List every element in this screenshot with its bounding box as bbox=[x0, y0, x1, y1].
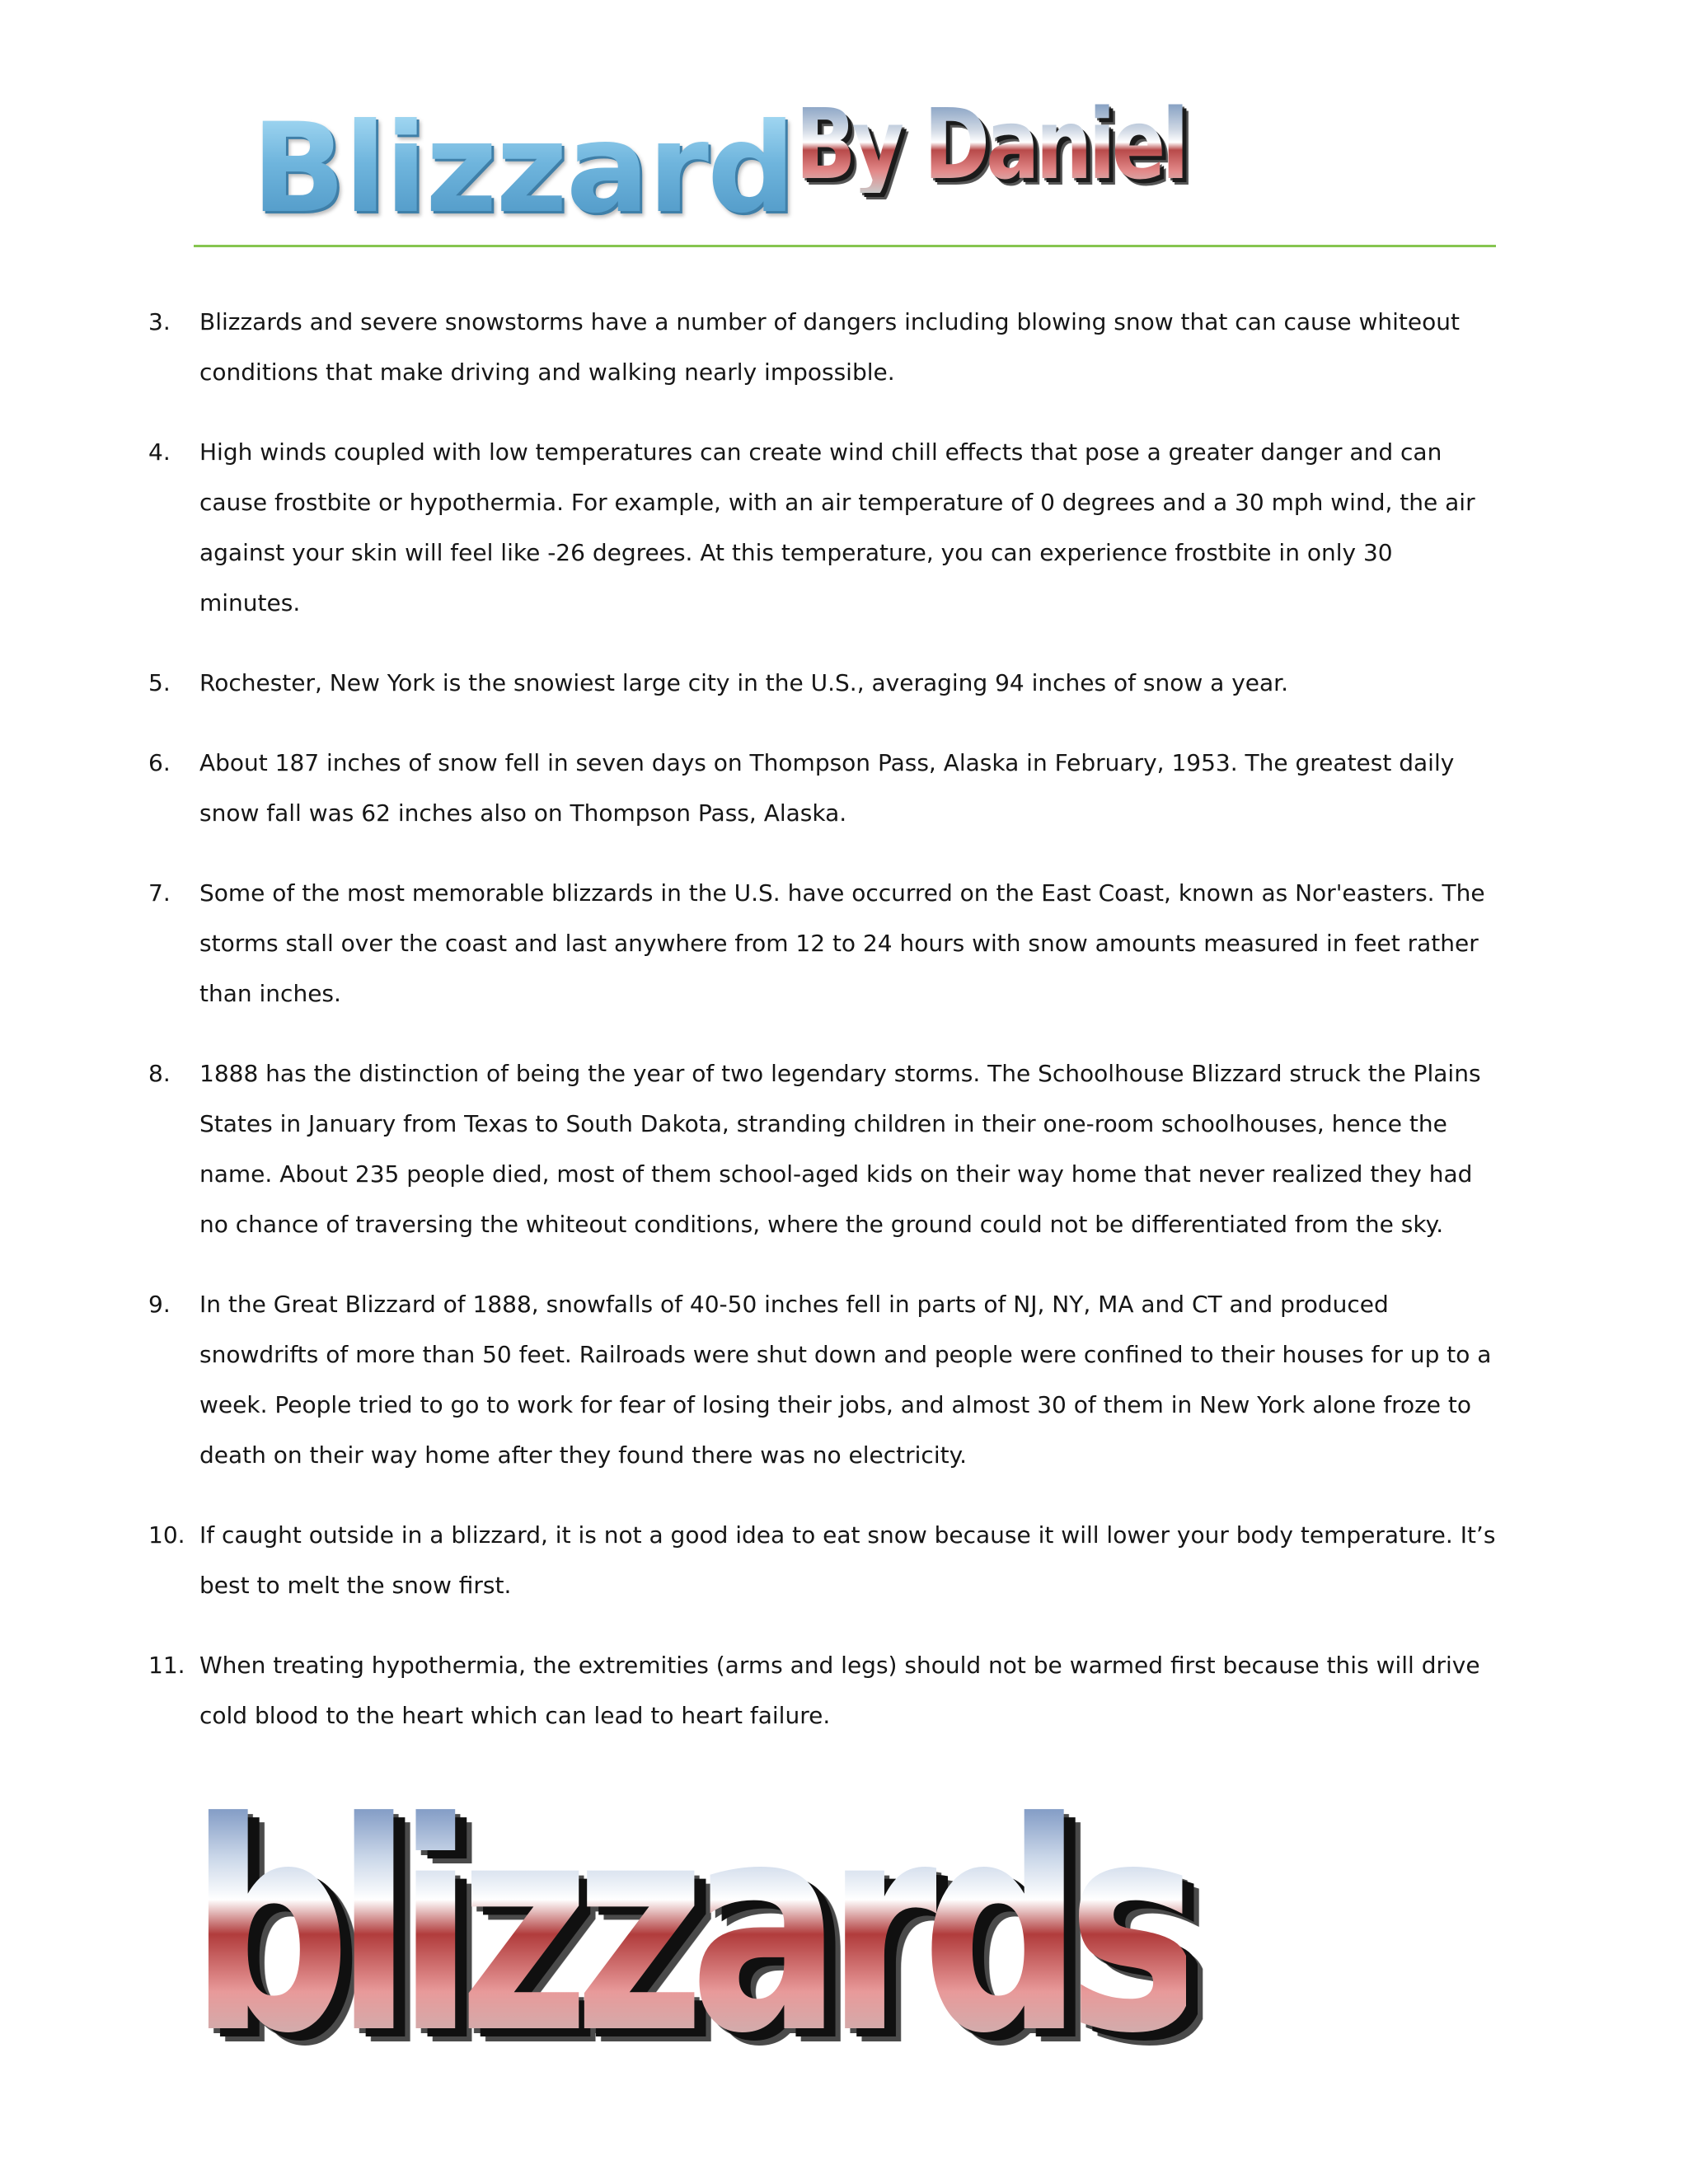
header bbox=[194, 87, 1496, 247]
list-item bbox=[148, 738, 1500, 838]
facts-list bbox=[148, 297, 1500, 1770]
list-item-number: 5. bbox=[148, 669, 171, 696]
list-item bbox=[148, 658, 1500, 708]
author-byline: By Daniel bbox=[795, 87, 1185, 201]
list-item bbox=[148, 1048, 1500, 1249]
list-item-text: About 187 inches of snow fell in seven days on Thompson Pass, Alaska in February, 1953. The greatest daily snow fall was 62 inches also on Thompson Pass, Alaska. bbox=[199, 749, 1455, 827]
list-item-text: Some of the most memorable blizzards in the U.S. have occurred on the East Coast, known as Nor'easters. The storms stall over the coast and last anywhere from 12 to 24 hours with snow amounts measured in feet rather than inches. bbox=[199, 879, 1485, 1007]
list-item bbox=[148, 297, 1500, 397]
list-item-text: Blizzards and severe snowstorms have a number of dangers including blowing snow that can cause whiteout conditions that make driving and walking nearly impossible. bbox=[199, 308, 1460, 386]
blizzards-wordart: blizzards bbox=[190, 1760, 1186, 2097]
list-item bbox=[148, 1279, 1500, 1480]
list-item-number: 7. bbox=[148, 879, 171, 907]
list-item-number: 3. bbox=[148, 308, 171, 335]
list-item-text: 1888 has the distinction of being the year of two legendary storms. The Schoolhouse Blizzard struck the Plains States in January from Texas to South Dakota, stranding children in their one-room schoolhouses, hence the name. About 235 people died, most of them school-aged kids on their way home that never realized they had no chance of traversing the whiteout conditions, where the ground could not be differentiated from the sky. bbox=[199, 1060, 1481, 1238]
list-item bbox=[148, 868, 1500, 1019]
page-title: Blizzard bbox=[251, 97, 795, 241]
list-item-text: In the Great Blizzard of 1888, snowfalls of 40-50 inches fell in parts of NJ, NY, MA and CT and produced snowdrifts of more than 50 feet. Railroads were shut down and people were confined to their houses for up to a week. People tried to go to work for fear of losing their jobs, and almost 30 of them in New York alone froze to death on their way home after they found there was no electricity. bbox=[199, 1291, 1492, 1469]
list-item-text: High winds coupled with low temperatures can create wind chill effects that pose a greater danger and can cause frostbite or hypothermia. For example, with an air temperature of 0 degrees and a 30 mph wind, the air against your skin will feel like -26 degrees. At this temperature, you can experience frostbite in only 30 minutes. bbox=[199, 438, 1475, 616]
list-item-number: 10. bbox=[148, 1521, 185, 1549]
list-item-text: Rochester, New York is the snowiest large city in the U.S., averaging 94 inches of snow a year. bbox=[199, 669, 1289, 696]
list-item bbox=[148, 1640, 1500, 1741]
list-item-number: 6. bbox=[148, 749, 171, 776]
list-item-number: 8. bbox=[148, 1060, 171, 1087]
header-divider bbox=[194, 245, 1496, 247]
list-item bbox=[148, 1510, 1500, 1610]
list-item-number: 4. bbox=[148, 438, 171, 466]
list-item-number: 9. bbox=[148, 1291, 171, 1318]
list-item-text: If caught outside in a blizzard, it is not a good idea to eat snow because it will lower your body temperature. It’s best to melt the snow first. bbox=[199, 1521, 1496, 1599]
list-item-text: When treating hypothermia, the extremities (arms and legs) should not be warmed first because this will drive cold blood to the heart which can lead to heart failure. bbox=[199, 1652, 1480, 1729]
list-item bbox=[148, 427, 1500, 628]
list-item-number: 11. bbox=[148, 1652, 185, 1679]
